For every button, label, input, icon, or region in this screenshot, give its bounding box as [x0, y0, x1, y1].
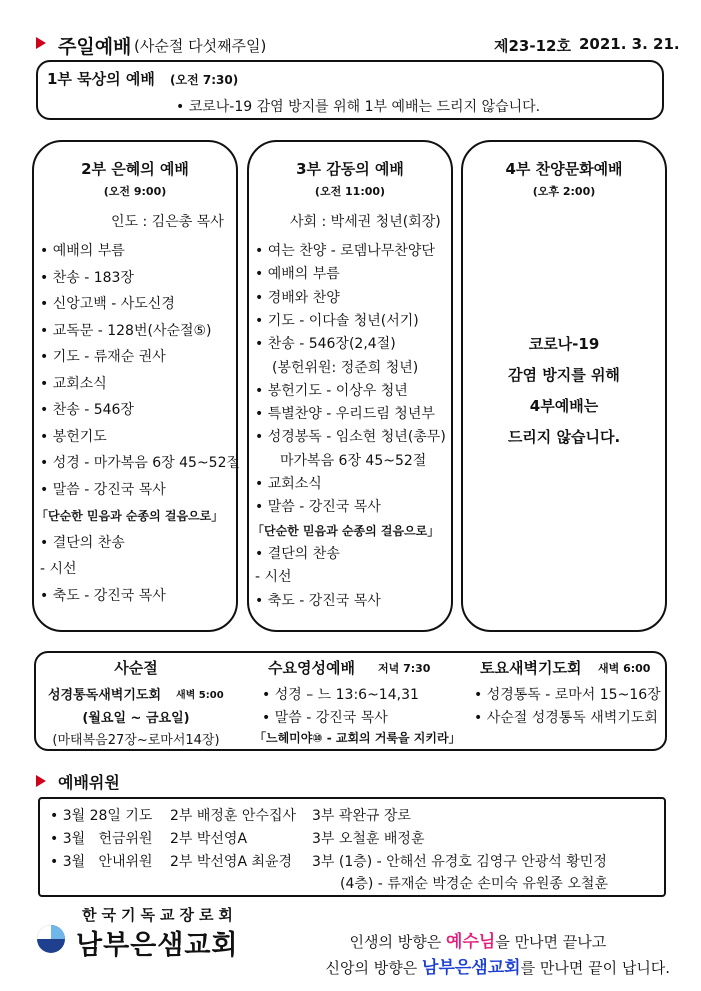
issue-number: 제23-12호: [494, 37, 571, 55]
committee-part3: 3부 오철훈 배정훈: [312, 831, 425, 847]
slogan-highlight: 남부은샘교회: [422, 958, 521, 978]
church-name: 남부은샘교회: [76, 930, 239, 961]
service4-title: 4부 찬양문화예배: [505, 160, 623, 178]
order-item: • 교회소식: [255, 476, 322, 492]
order-item: • 기도 - 이다솔 청년(서기): [255, 312, 419, 329]
service2-leader: 인도 : 김은총 목사: [111, 214, 224, 230]
wednesday-item: • 말씀 - 강진국 목사: [262, 710, 388, 726]
service3-leader: 사회 : 박세권 청년(회장): [290, 214, 441, 230]
service3-title: 3부 감동의 예배: [296, 160, 404, 178]
page-title: 주일예배: [58, 36, 132, 58]
saturday-time: 새벽 6:00: [598, 662, 651, 675]
order-item: • 결단의 찬송: [40, 534, 125, 551]
order-item: • 봉헌기도 - 이상우 청년: [255, 382, 408, 399]
order-item: • 결단의 찬송: [255, 545, 340, 562]
committee-part3: 3부 (1층) - 안해선 유경호 김영구 안광석 황민정: [312, 854, 607, 870]
service1-note: • 코로나-19 감염 방지를 위해 1부 예배는 드리지 않습니다.: [176, 99, 541, 115]
wednesday-time: 저녁 7:30: [378, 662, 431, 675]
order-item: - 시선: [40, 561, 77, 577]
service1-title: 1부 묵상의 예배: [47, 70, 155, 88]
service4-notice-line: 코로나-19: [528, 335, 600, 353]
committee-label: • 3월 28일 기도: [50, 808, 153, 824]
committee-heading: 예배위원: [58, 773, 120, 792]
wednesday-sermon: 「느헤미야⑩ - 교회의 거룩을 지키라」: [254, 731, 461, 745]
order-item: (봉헌위원: 정준희 청년): [272, 359, 419, 376]
service1-time: (오전 7:30): [170, 73, 239, 87]
committee-part3: 3부 곽완규 장로: [312, 808, 411, 824]
order-item: • 예배의 부름: [255, 266, 340, 283]
service4-time: (오후 2:00): [532, 185, 596, 198]
order-item: • 찬송 - 546장: [40, 402, 134, 418]
order-item: • 예배의 부름: [40, 243, 125, 259]
order-item: • 축도 - 강진국 목사: [40, 587, 166, 604]
saturday-title: 토요새벽기도회: [480, 659, 582, 677]
lent-time: 새벽 5:00: [176, 690, 224, 701]
order-item: • 말씀 - 강진국 목사: [40, 481, 166, 498]
committee-part2: 2부 배정훈 안수집사: [170, 808, 296, 824]
committee-part2: 2부 박선영A: [170, 831, 248, 847]
order-item: • 여는 찬양 - 로뎀나무찬양단: [255, 243, 435, 259]
order-item: • 찬송 - 183장: [40, 269, 134, 286]
denomination-name: 한국기독교장로회: [82, 906, 238, 924]
order-item: 「단순한 믿음과 순종의 걸음으로」: [36, 509, 224, 523]
wednesday-item: • 성경 – 느 13:6~14,31: [262, 687, 419, 703]
church-logo-icon: [36, 924, 66, 954]
order-item: • 봉헌기도: [40, 428, 107, 445]
committee-label: • 3월 안내위원: [50, 854, 153, 870]
saturday-item: • 사순절 성경통독 새벽기도회: [474, 710, 658, 726]
order-item: - 시선: [255, 569, 292, 586]
lent-days: (월요일 ~ 금요일): [82, 711, 190, 726]
order-item: • 찬송 - 546장(2,4절): [255, 336, 396, 353]
order-item: • 기도 - 류재순 권사: [40, 349, 166, 365]
issue-date: 2021. 3. 21.: [579, 35, 680, 53]
service2-time: (오전 9:00): [103, 185, 167, 198]
service4-notice-line: 감염 방지를 위해: [508, 366, 620, 384]
lent-subtitle: 성경통독새벽기도회: [48, 688, 162, 703]
order-item: 「단순한 믿음과 순종의 걸음으로」: [252, 523, 440, 538]
saturday-item: • 성경통독 - 로마서 15~16장: [474, 687, 661, 703]
slogan-line-2: [316, 935, 670, 978]
order-item: • 신앙고백 - 사도신경: [40, 296, 175, 312]
service4-notice-line: 드리지 않습니다.: [507, 428, 621, 446]
service4-box: [461, 140, 667, 632]
slogan-text: 를 만나면 끝이 납니다.: [520, 959, 671, 977]
order-item: • 교독문 - 128번(사순절⑤): [40, 322, 212, 339]
service3-time: (오전 11:00): [314, 185, 386, 198]
order-item: • 축도 - 강진국 목사: [255, 592, 381, 609]
section-arrow-icon: [36, 775, 46, 787]
wednesday-title: 수요영성예배: [268, 659, 355, 677]
committee-label: • 3월 헌금위원: [50, 831, 153, 847]
slogan-highlight: 예수님: [446, 932, 496, 952]
order-item: • 경배와 찬양: [255, 289, 340, 306]
section-arrow-icon: [36, 37, 46, 49]
committee-extra: (4층) - 류재순 박경순 손미숙 유원종 오철훈: [340, 876, 608, 892]
lent-range: (마태복음27장~로마서14장): [52, 733, 220, 748]
order-item: • 교회소식: [40, 375, 107, 392]
page-subtitle: (사순절 다섯째주일): [134, 37, 267, 55]
order-item: • 말씀 - 강진국 목사: [255, 499, 381, 516]
slogan-text: 인생의 방향은: [349, 933, 447, 951]
service2-title: 2부 은혜의 예배: [81, 160, 189, 178]
slogan-text: 을 만나면 끝나고: [495, 933, 607, 951]
committee-part2: 2부 박선영A 최윤경: [170, 854, 293, 870]
order-item: • 성경봉독 - 임소현 청년(총무): [255, 429, 446, 446]
order-item: • 특별찬양 - 우리드림 청년부: [255, 406, 435, 423]
order-item: 마가복음 6장 45~52절: [280, 452, 427, 469]
lent-title: 사순절: [114, 659, 158, 677]
service4-notice-line: 4부예배는: [529, 397, 599, 415]
slogan-text: 신앙의 방향은: [325, 959, 423, 977]
order-item: • 성경 - 마가복음 6장 45~52절: [40, 455, 241, 471]
